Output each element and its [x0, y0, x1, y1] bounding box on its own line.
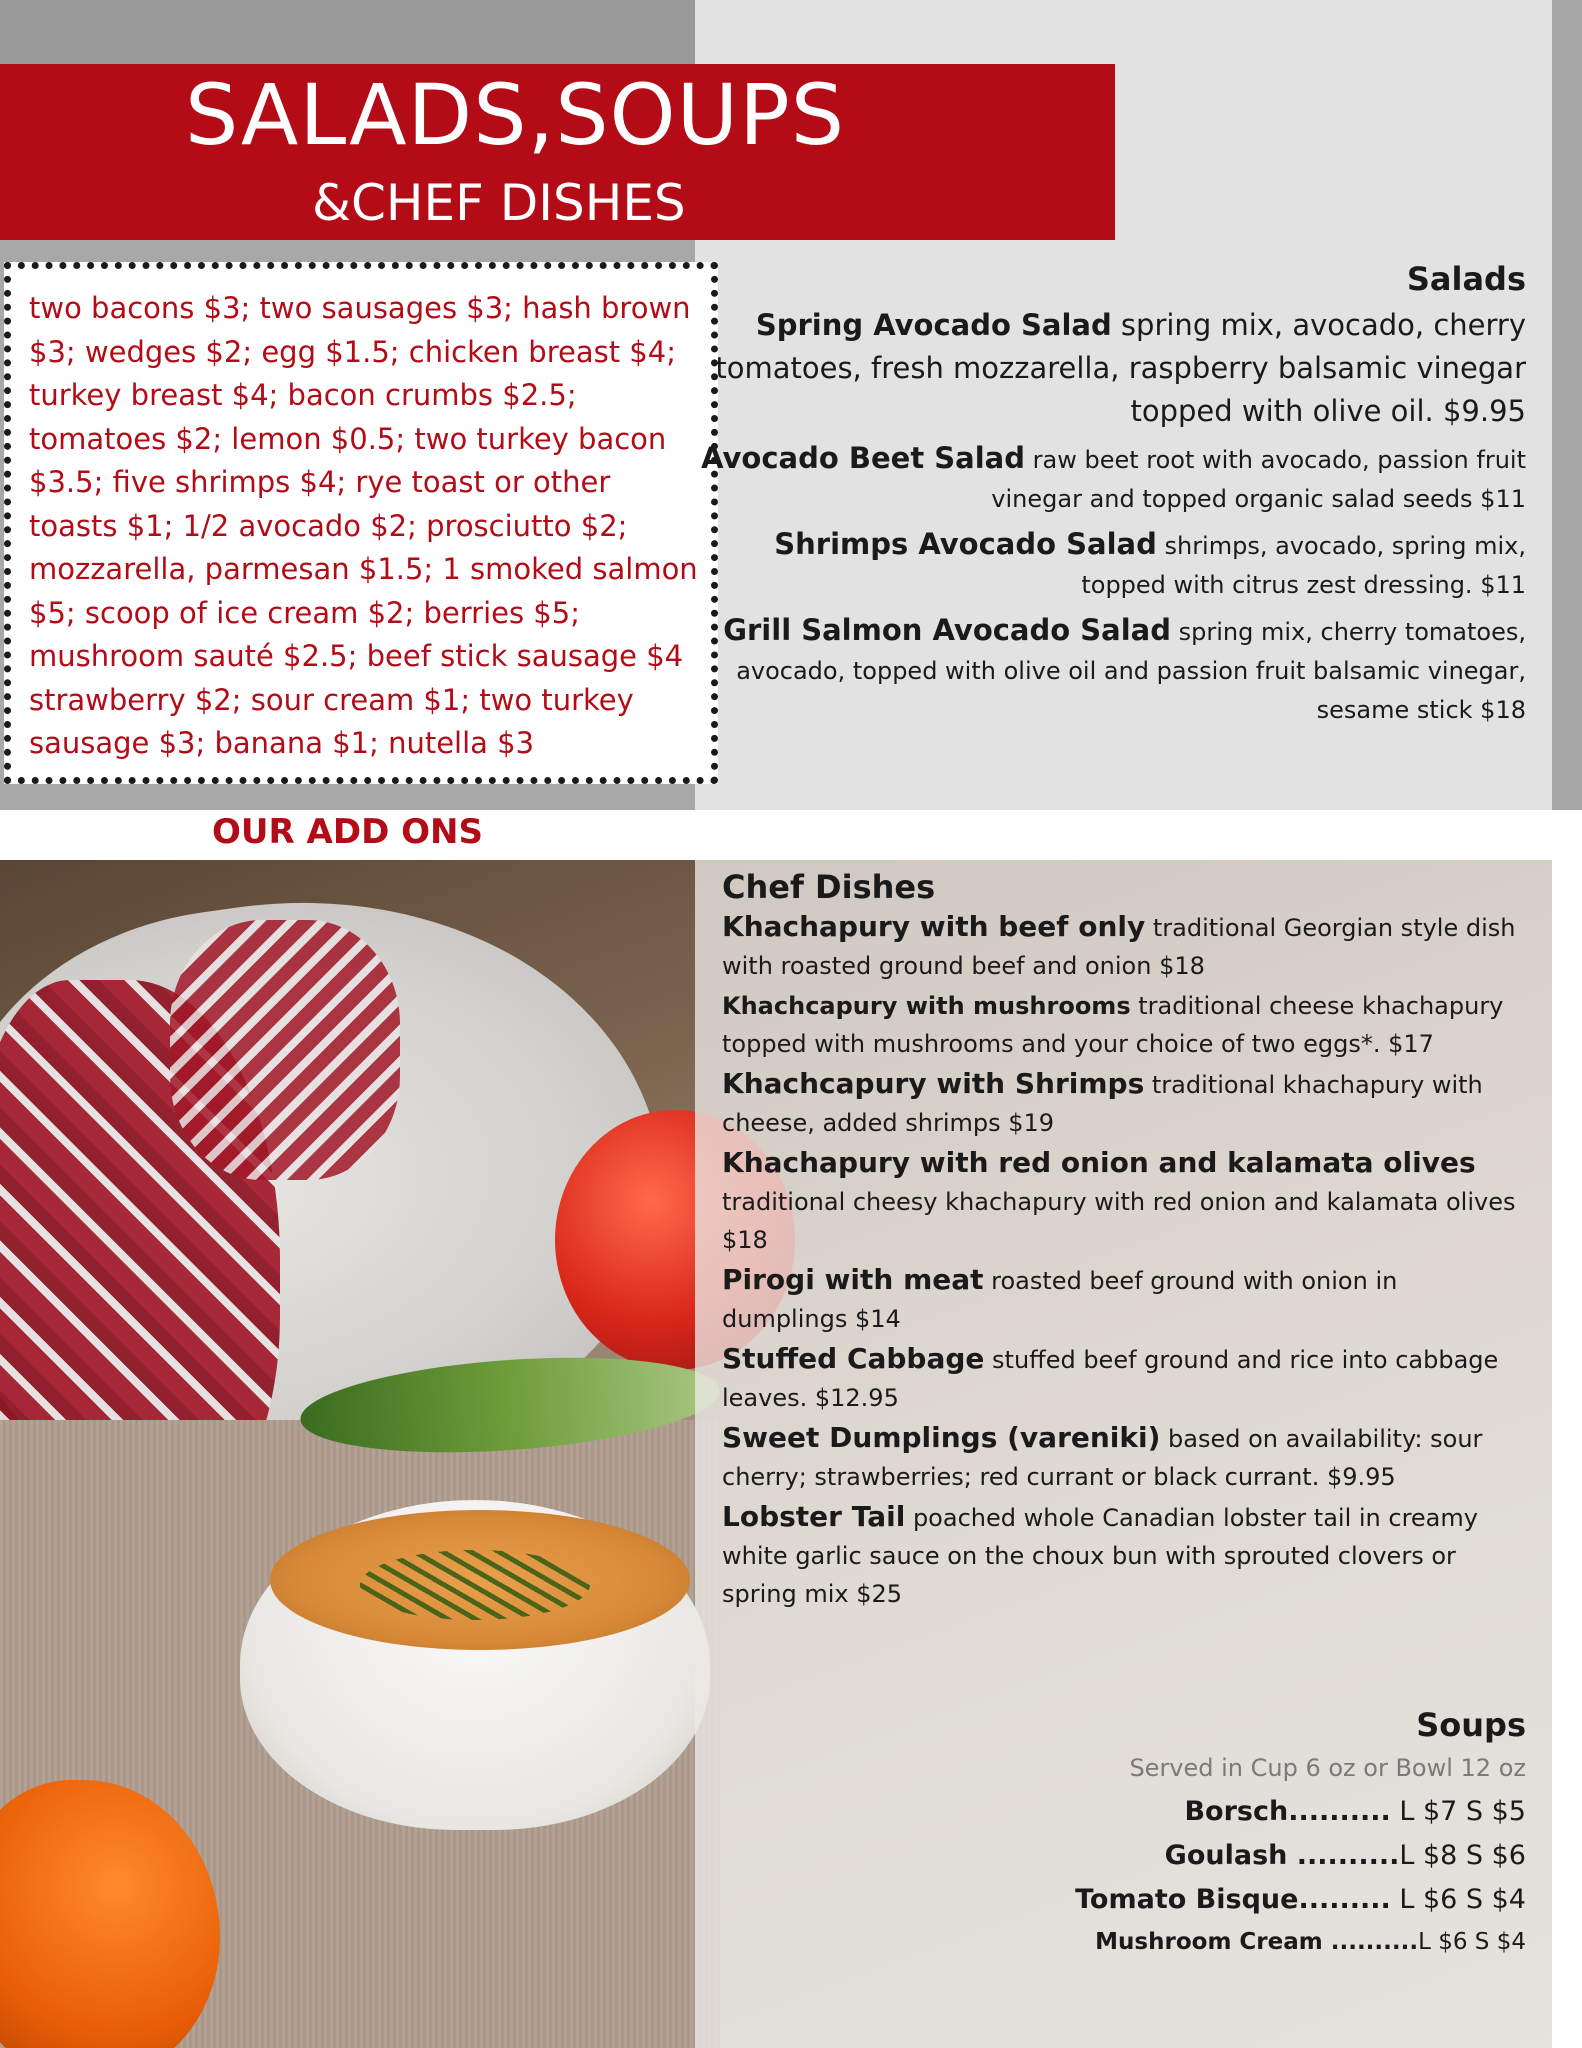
- chef-dish-item: [722, 1419, 1522, 1496]
- chef-dish-name: Khachapury with beef only: [722, 910, 1146, 943]
- top-left-gray-block: [0, 0, 695, 64]
- chef-dish-item: [722, 1498, 1522, 1613]
- chef-dishes-section: [722, 868, 1522, 1615]
- soup-name: Borsch..........: [1184, 1796, 1391, 1827]
- salad-item: [696, 525, 1526, 605]
- soup-row: [926, 1878, 1526, 1922]
- chef-dish-name: Khachapury with red onion and kalamata olives: [722, 1146, 1476, 1179]
- chef-dish-name: Pirogi with meat: [722, 1263, 984, 1296]
- chef-dish-description: traditional Georgian style dish with roasted ground beef and onion $18: [722, 914, 1516, 980]
- salads-section: [696, 260, 1526, 736]
- salad-name: Spring Avocado Salad: [755, 308, 1112, 342]
- soup-price: L $7 S $5: [1390, 1796, 1526, 1827]
- soups-section: [926, 1706, 1526, 1962]
- chef-dish-description: poached whole Canadian lobster tail in creamy white garlic sauce on the choux bun with sprouted clovers or spring mix $25: [722, 1504, 1478, 1608]
- add-ons-list: two bacons $3; two sausages $3; hash brown $3; wedges $2; egg $1.5; chicken breast $4; turkey breast $4; bacon crumbs $2.5; tomatoes $2; lemon $0.5; two turkey bacon $3.5; five shrimps $4; rye toast or other toasts $1; 1/2 avocado $2; prosciutto $2; mozzarella, parmesan $1.5; 1 smoked salmon $5; scoop of ice cream $2; berries $5; mushroom sauté $2.5; beef stick sausage $4 strawberry $2; sour cream $1; two turkey sausage $3; banana $1; nutella $3: [29, 291, 698, 760]
- soup-price: L $8 S $6: [1399, 1840, 1526, 1871]
- soups-heading: Soups: [1416, 1706, 1526, 1744]
- salads-heading: Salads: [1406, 260, 1526, 298]
- chef-dish-description: traditional cheese khachapury topped with mushrooms and your choice of two eggs*. $17: [722, 992, 1504, 1058]
- add-ons-label: OUR ADD ONS: [212, 812, 483, 852]
- chef-dish-name: Stuffed Cabbage: [722, 1342, 985, 1375]
- soup-row: [926, 1922, 1526, 1962]
- soup-name: Mushroom Cream ..........: [1095, 1929, 1419, 1955]
- chef-dish-description: based on availability: sour cherry; strawberries; red currant or black currant. $9.95: [722, 1425, 1483, 1491]
- chef-dish-item: [722, 1261, 1522, 1338]
- soup-name: Tomato Bisque.........: [1075, 1884, 1391, 1915]
- soup-price: L $6 S $4: [1418, 1929, 1526, 1955]
- add-ons-box: [4, 262, 718, 784]
- title-main: SALADS,SOUPS: [185, 66, 846, 164]
- salad-description: spring mix, cherry tomatoes, avocado, topped with olive oil and passion fruit balsamic vinegar, sesame stick $18: [736, 618, 1526, 724]
- chef-dish-item: [722, 908, 1522, 985]
- soup-price: L $6 S $4: [1390, 1884, 1526, 1915]
- soup-row: [926, 1834, 1526, 1878]
- salad-item: [696, 611, 1526, 730]
- herbs-graphic: [360, 1550, 590, 1620]
- salad-name: Avocado Beet Salad: [701, 441, 1026, 475]
- soup-name: Goulash ..........: [1164, 1840, 1400, 1871]
- chef-dish-item: [722, 987, 1522, 1063]
- chef-dish-description: stuffed beef ground and rice into cabbage leaves. $12.95: [722, 1346, 1499, 1412]
- chef-dish-name: Khachcapury with mushrooms: [722, 992, 1131, 1020]
- chef-dish-description: roasted beef ground with onion in dumplings $14: [722, 1267, 1398, 1333]
- chef-dish-name: Khachcapury with Shrimps: [722, 1067, 1145, 1100]
- salad-description: spring mix, avocado, cherry tomatoes, fresh mozzarella, raspberry balsamic vinegar topped with olive oil. $9.95: [715, 308, 1526, 428]
- chef-dishes-heading: Chef Dishes: [722, 868, 936, 906]
- salad-name: Shrimps Avocado Salad: [774, 527, 1157, 561]
- salad-item: [696, 439, 1526, 519]
- soup-row: [926, 1790, 1526, 1834]
- right-gray-strip: [1552, 0, 1582, 810]
- chef-dish-item: [722, 1144, 1522, 1259]
- chef-dish-description: traditional khachapury with cheese, added shrimps $19: [722, 1071, 1483, 1137]
- soups-serving-note: Served in Cup 6 oz or Bowl 12 oz: [1129, 1754, 1526, 1782]
- title-banner: [0, 64, 1115, 240]
- chef-dish-name: Sweet Dumplings (vareniki): [722, 1421, 1161, 1454]
- salad-description: raw beet root with avocado, passion fruit vinegar and topped organic salad seeds $11: [991, 446, 1526, 513]
- title-sub: &CHEF DISHES: [312, 174, 686, 232]
- chef-dish-item: [722, 1340, 1522, 1417]
- salad-name: Grill Salmon Avocado Salad: [723, 613, 1172, 647]
- embroidery-pattern-graphic: [170, 920, 400, 1180]
- chef-dish-description: traditional cheesy khachapury with red onion and kalamata olives $18: [722, 1188, 1516, 1254]
- chef-dish-name: Lobster Tail: [722, 1500, 906, 1533]
- salad-item: [696, 304, 1526, 433]
- salad-description: shrimps, avocado, spring mix, topped with citrus zest dressing. $11: [1081, 532, 1526, 599]
- chef-dish-item: [722, 1065, 1522, 1142]
